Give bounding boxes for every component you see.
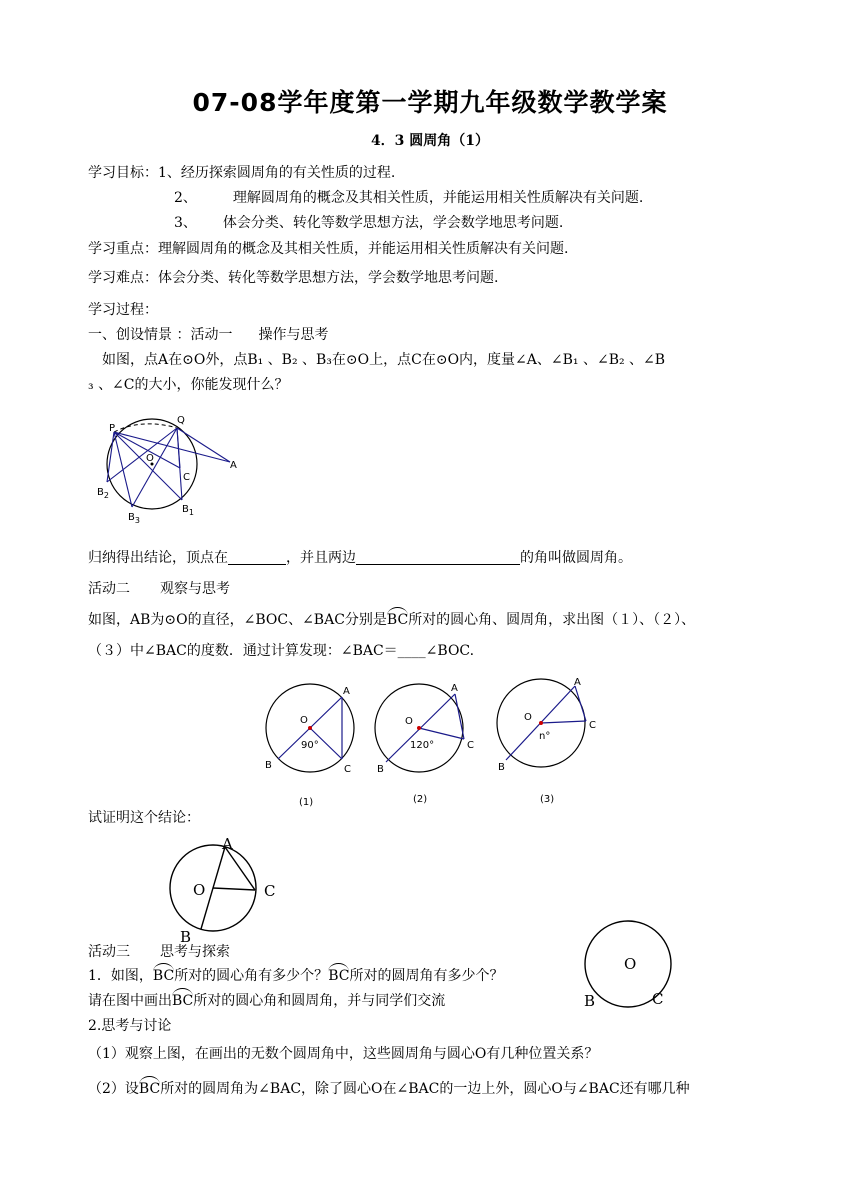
q2-part-b: 所对的圆心角和圆周角，并与同学们交流 (193, 993, 446, 1009)
arc-bc: BC (152, 968, 175, 984)
key-points: 学习重点：理解圆周角的概念及其相关性质，并能运用相关性质解决有关问题. (88, 241, 569, 257)
q2-part-a: 请在图中画出 (88, 993, 172, 1009)
act3-label-o: O (624, 955, 637, 973)
activity-2-title: 活动二 (88, 581, 130, 597)
label-c: C (183, 472, 190, 483)
fig1-angle: 90° (301, 740, 319, 751)
activity-1-text-1: 如图，点A在⊙O外，点B₁ 、B₂ 、B₃在⊙O上，点C在⊙O内，度量∠A、∠B₁ 、∠B₂ 、∠B (102, 352, 666, 368)
label-o: O (146, 453, 154, 464)
prove-label-c: C (264, 882, 276, 900)
activity-2-text-2: （３）中∠BAC的度数．通过计算发现：∠BAC＝____∠BOC. (88, 643, 475, 659)
fig2-label-a: A (451, 683, 458, 694)
activity-2-subtitle: 观察与思考 (160, 581, 230, 597)
fig2-caption: (2) (413, 794, 428, 805)
conclusion-part-3: 的角叫做圆周角。 (520, 550, 632, 566)
page-title: 07-08学年度第一学期九年级数学教学案 (192, 88, 668, 117)
goal-3-number: 3、 (174, 215, 197, 231)
activity-3-subtitle: 思考与探索 (160, 944, 230, 960)
goals-label: 学习目标： (88, 165, 158, 181)
fig3-label-c: C (589, 720, 596, 731)
activity-3-heading (88, 944, 230, 961)
activity-2-figure-1 (262, 680, 362, 808)
fig2-angle: 120° (410, 740, 435, 751)
arc-bc: BC (172, 993, 194, 1009)
activity-3-title: 活动三 (88, 944, 130, 960)
goals-line-3 (174, 215, 563, 232)
q1-part-c: 所对的圆周角有多少个？ (349, 968, 504, 984)
lesson-subtitle: 4．3 圆周角（1） (370, 133, 490, 149)
activity-2-text-1a: 如图，AB为⊙O的直径，∠BOC、∠BAC分别是 (88, 612, 387, 628)
goals-line-1 (88, 165, 395, 182)
activity-3-question-2 (88, 993, 445, 1010)
discussion-question-1: （1）观察上图，在画出的无数个圆周角中，这些圆周角与圆心O有几种位置关系？ (88, 1046, 599, 1062)
fig2-label-o: O (405, 716, 413, 727)
activity-2-figure-2 (371, 680, 474, 805)
prove-label-o: O (193, 881, 206, 899)
act3-label-b: B (584, 992, 596, 1010)
d2-part-b: 所对的圆周角为∠BAC，除了圆心O在∠BAC的一边上外，圆心O与∠BAC还有哪几种 (160, 1081, 690, 1097)
label-p: P (109, 423, 116, 434)
goal-3: 体会分类、转化等数学思想方法，学会数学地思考问题. (222, 215, 564, 231)
label-a: A (230, 460, 237, 471)
fig3-label-o: O (524, 712, 532, 723)
goal-1: 1、经历探索圆周角的有关性质的过程. (158, 165, 396, 181)
goal-2: 理解圆周角的概念及其相关性质，并能运用相关性质解决有关问题. (232, 190, 644, 206)
fig2-label-b: B (377, 764, 384, 775)
prove-label-a: A (222, 835, 233, 853)
answer-blank-1[interactable] (228, 550, 286, 565)
label-q: Q (177, 415, 185, 426)
activity-2-heading (88, 581, 230, 598)
conclusion-part-2: ，并且两边 (286, 550, 356, 566)
arc-bc: BC (386, 612, 409, 628)
activity-3-figure (578, 920, 688, 1015)
process-label: 学习过程： (88, 302, 158, 318)
activity-2-text-1b: 所对的圆心角、圆周角，求出图（１）、（２）、 (408, 612, 696, 628)
q1-part-b: 所对的圆心角有多少个？ (174, 968, 329, 984)
discussion-heading: 2.思考与讨论 (88, 1018, 172, 1034)
q1-part-a: 1．如图， (88, 968, 153, 984)
goals-line-2 (174, 190, 643, 207)
fig3-label-a: A (574, 677, 581, 688)
label-b2: $B_2$ (97, 487, 109, 500)
prove-figure (165, 835, 285, 948)
activity-1-figure (92, 412, 252, 527)
label-b1: $B_1$ (182, 504, 194, 517)
fig1-label-b: B (265, 760, 272, 771)
fig1-caption: (1) (299, 797, 314, 808)
activity-2-figure-3 (494, 676, 596, 805)
act3-label-c: C (652, 990, 664, 1008)
conclusion-part-1: 归纳得出结论，顶点在 (88, 550, 228, 566)
goal-2-number: 2、 (174, 190, 197, 206)
fig3-angle: n° (539, 731, 551, 742)
activity-1-title: 一、创设情景 ：活动一 (88, 327, 233, 343)
fig1-label-c: C (344, 764, 351, 775)
fig1-label-o: O (300, 715, 308, 726)
answer-blank-2[interactable] (356, 550, 520, 565)
arc-bc: BC (328, 968, 350, 984)
activity-3-question-1 (88, 968, 503, 985)
fig3-caption: (3) (540, 794, 555, 805)
activity-1-text-2: ₃ 、∠C的大小，你能发现什么？ (88, 377, 289, 393)
fig2-label-c: C (467, 740, 474, 751)
d2-part-a: （2）设 (88, 1081, 139, 1097)
discussion-question-2 (88, 1081, 690, 1098)
conclusion-line (88, 550, 632, 567)
label-b3: $B_3$ (128, 512, 140, 525)
activity-1-subtitle: 操作与思考 (258, 327, 329, 343)
activity-2-text-1 (88, 612, 695, 629)
arc-bc: BC (138, 1081, 161, 1097)
fig1-label-a: A (343, 686, 350, 697)
prove-label-b: B (180, 928, 192, 946)
fig3-label-b: B (498, 762, 505, 773)
prove-prompt: 试证明这个结论： (88, 810, 200, 826)
difficulty: 学习难点：体会分类、转化等数学思想方法，学会数学地思考问题. (88, 270, 499, 286)
activity-1-heading (88, 327, 328, 344)
